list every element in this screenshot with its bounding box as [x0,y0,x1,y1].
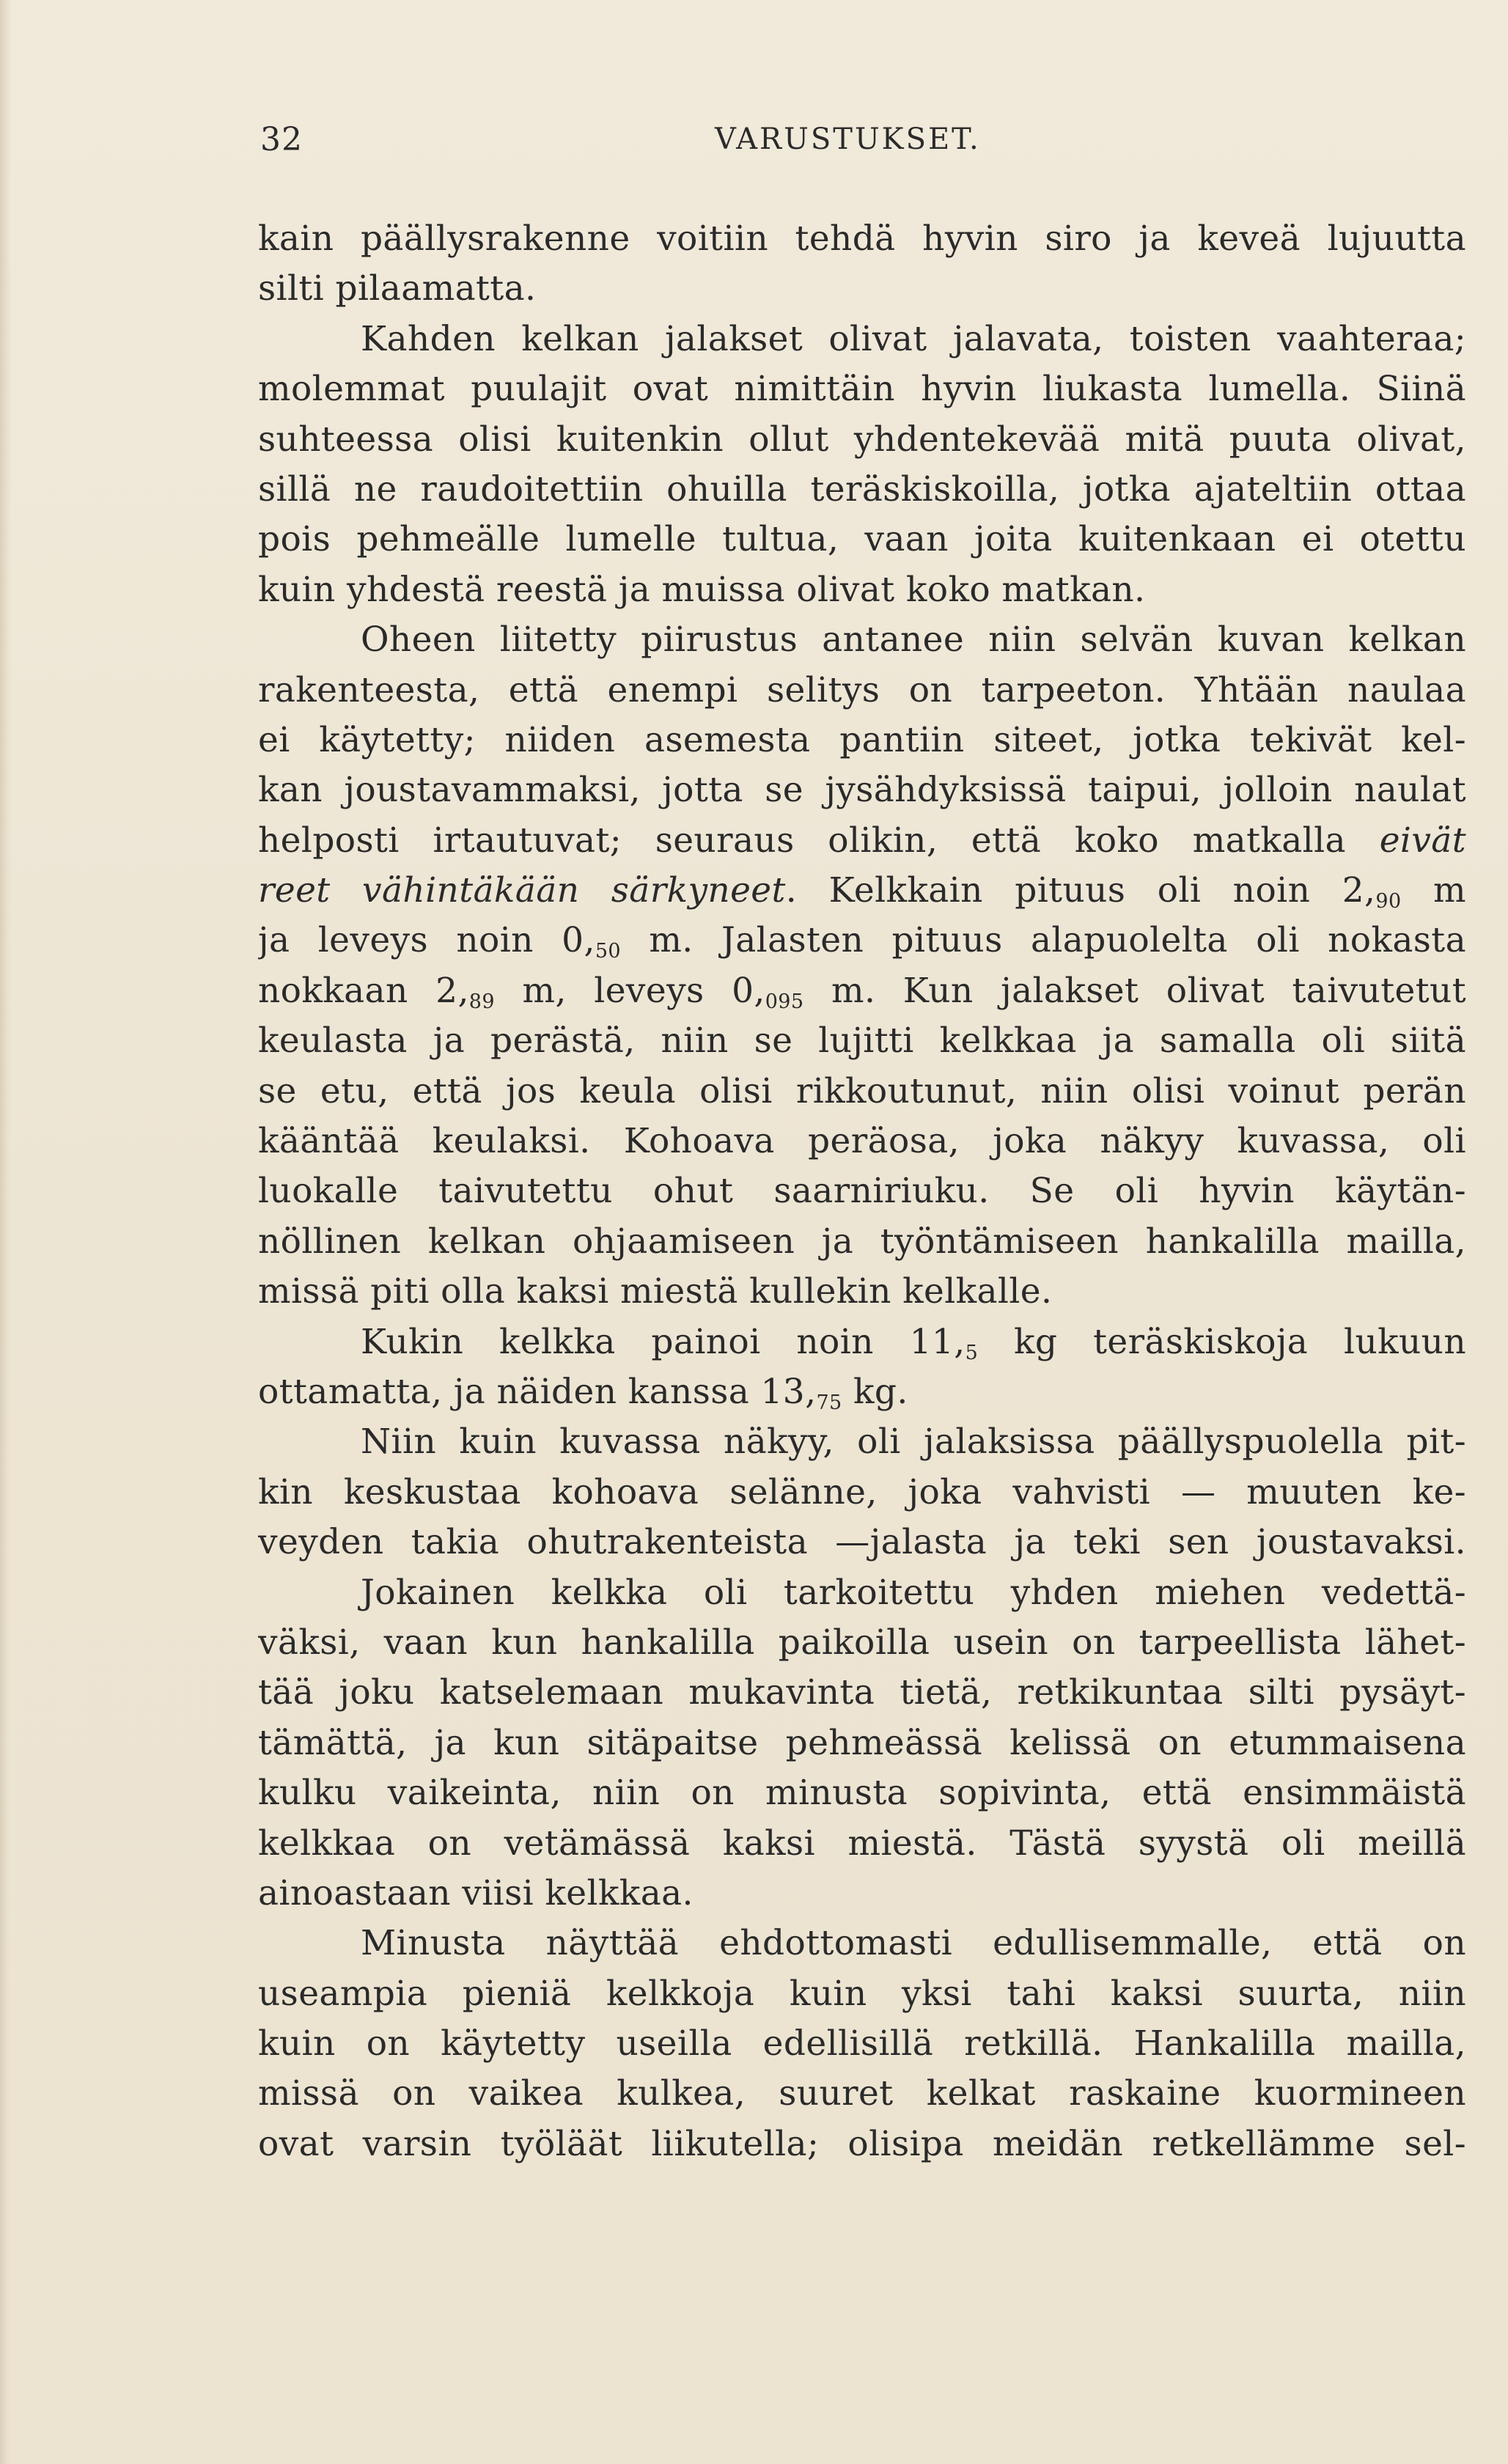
text-line: missä on vaikea kulkea, suuret kelkat raskaine kuormineen [258,2073,1466,2114]
text-line: kain päällysrakenne voitiin tehdä hyvin siro ja keveä lujuutta [258,218,1466,259]
text-line: nokkaan $2,_{89}$ m, leveys $0,_{095}$ m. Kun jalakset olivat taivutetut [258,970,1466,1013]
text-line: Niin kuin kuvassa näkyy, oli jalaksissa päällyspuolella pit- [361,1422,1466,1463]
text-line: kelkkaa on vetämässä kaksi miestä. Tästä syystä oli meillä [258,1823,1466,1864]
text-line: silti pilaamatta. [258,268,537,309]
text-line: se etu, että jos keula olisi rikkoutunut, niin olisi voinut perän [258,1070,1466,1111]
text-line: Oheen liitetty piirustus antanee niin selvän kuvan kelkan [361,619,1466,661]
text-line: Jokainen kelkka oli tarkoitettu yhden miehen vedettä- [361,1572,1466,1613]
text-line: kin keskustaa kohoava selänne, joka vahvisti — muuten ke- [258,1471,1466,1512]
text-line: Kahden kelkan jalakset olivat jalavata, toisten vaahteraa; [361,318,1466,359]
text-line: rakenteesta, että enempi selitys on tarpeeton. Yhtään naulaa [258,669,1466,710]
text-line: ovat varsin työläät liikutella; olisipa meidän retkellämme sel- [258,2123,1466,2164]
text-line: helposti irtautuvat; seuraus olikin, että koko matkalla eivät [258,820,1466,861]
page-edge-shadow [0,0,12,2464]
text-line: pois pehmeälle lumelle tultua, vaan joita kuitenkaan ei otettu [258,519,1466,560]
text-line: veyden takia ohutrakenteista —jalasta ja teki sen joustavaksi. [258,1522,1466,1563]
text-line: tää joku katselemaan mukavinta tietä, retkikuntaa silti pysäyt- [258,1672,1466,1713]
text-line: tämättä, ja kun sitäpaitse pehmeässä kelissä on etummaisena [258,1722,1466,1763]
text-line: kulku vaikeinta, niin on minusta sopivinta, että ensimmäistä [258,1773,1466,1814]
text-line: Kukin kelkka painoi noin $11,_5$ kg teräskiskoja lukuun [361,1321,1466,1364]
body-text [258,214,1466,2169]
text-line: väksi, vaan kun hankalilla paikoilla usein on tarpeellista lähet- [258,1622,1466,1663]
text-line: sillä ne raudoitettiin ohuilla teräskiskoilla, jotka ajateltiin ottaa [258,468,1466,510]
text-line: kuin on käytetty useilla edellisillä retkillä. Hankalilla mailla, [258,2023,1466,2064]
text-line: ei käytetty; niiden asemesta pantiin siteet, jotka tekivät kel- [258,719,1466,760]
text-line: ja leveys noin $0,_{50}$ m. Jalasten pituus alapuolelta oli nokasta [258,920,1466,963]
text-line: kääntää keulaksi. Kohoava peräosa, joka näkyy kuvassa, oli [258,1121,1466,1162]
text-line: suhteessa olisi kuitenkin ollut yhdentekevää mitä puuta olivat, [258,419,1466,460]
text-line: keulasta ja perästä, niin se lujitti kelkkaa ja samalla oli siitä [258,1020,1466,1062]
text-line: molemmat puulajit ovat nimittäin hyvin liukasta lumella. Siinä [258,369,1466,410]
text-line: luokalle taivutettu ohut saarniriuku. Se oli hyvin käytän- [258,1171,1466,1212]
text-line: nöllinen kelkan ohjaamiseen ja työntämiseen hankalilla mailla, [258,1221,1466,1262]
text-line: ottamatta, ja näiden kanssa $13,_{75}$ kg. [258,1371,908,1414]
text-line: missä piti olla kaksi miestä kullekin kelkalle. [258,1271,1053,1312]
text-line: kan joustavammaksi, jotta se jysähdyksissä taipui, jolloin naulat [258,770,1466,811]
text-line: Minusta näyttää ehdottomasti edullisemmalle, että on [361,1923,1466,1964]
text-line: ainoastaan viisi kelkkaa. [258,1872,694,1913]
running-title: VARUSTUKSET. [715,122,981,156]
text-line: useampia pieniä kelkkoja kuin yksi tahi kaksi suurta, niin [258,1973,1466,2014]
page-number: 32 [260,121,303,158]
text-line: kuin yhdestä reestä ja muissa olivat koko matkan. [258,569,1146,610]
page-header [260,121,1474,165]
text-line: reet vähintäkään särkyneet. Kelkkain pituus oli noin $2,_{90}$ m [258,870,1466,913]
